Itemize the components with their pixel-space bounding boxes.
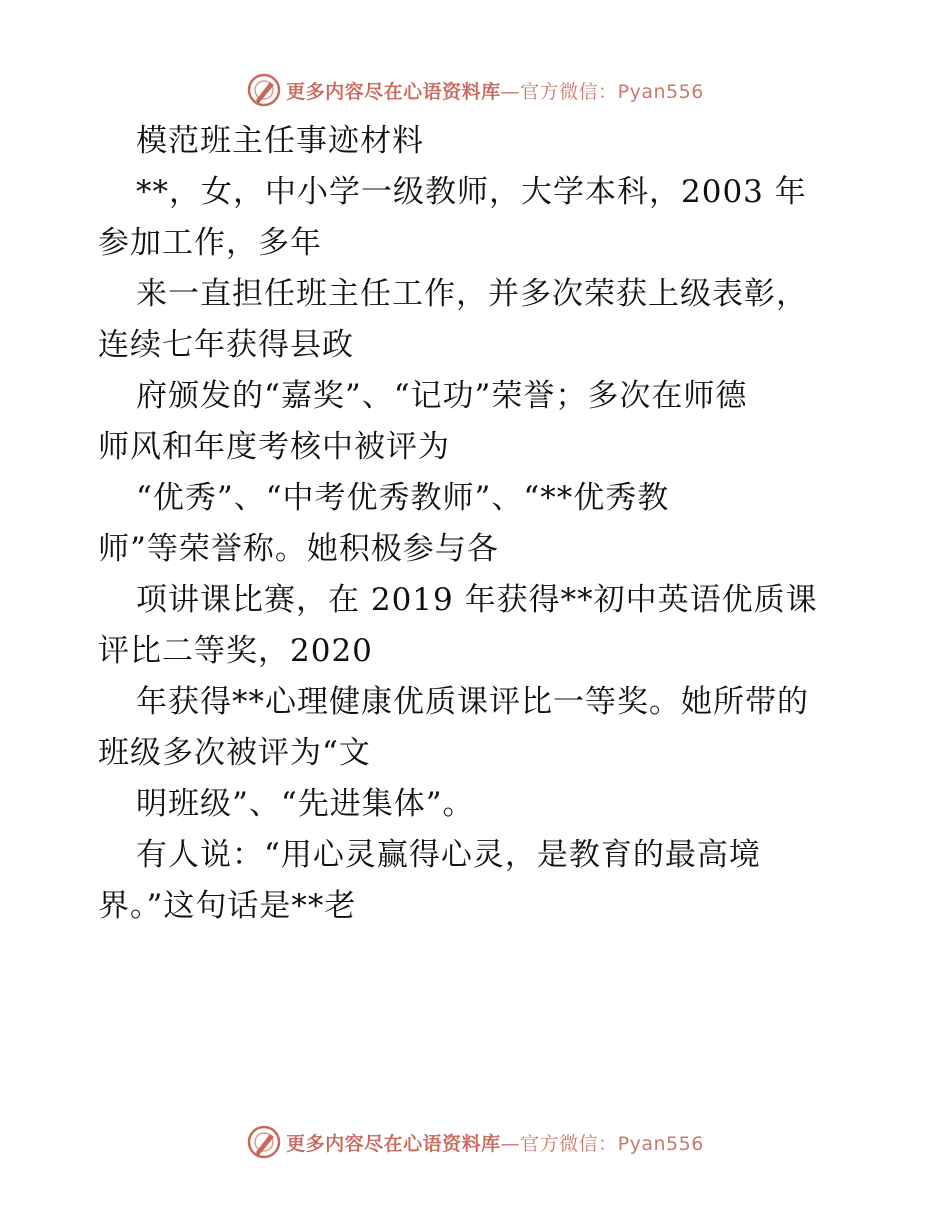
paragraph-line: 参加工作，多年 [98, 225, 322, 261]
banner-main-text: 更多内容尽在心语资料库 [286, 80, 501, 103]
banner-main-text: 更多内容尽在心语资料库 [286, 1132, 501, 1155]
paragraph-line: 班级多次被评为“文 [98, 735, 371, 771]
paragraph-line: 连续七年获得县政 [98, 327, 354, 363]
paragraph-line: **，女，中小学一级教师，大学本科，2003 年 [136, 174, 807, 210]
banner-sub-text: —官方微信：Pyan556 [500, 80, 704, 103]
paragraph-line: 明班级”、“先进集体”。 [136, 786, 475, 822]
pen-logo-icon [246, 72, 282, 108]
paragraph-line: 府颁发的“嘉奖”、“记功”荣誉；多次在师德 [136, 378, 748, 414]
document-title: 模范班主任事迹材料 [136, 123, 424, 159]
paragraph-line: 评比二等奖，2020 [98, 633, 373, 669]
header-banner [0, 72, 950, 108]
banner-sub-text: —官方微信：Pyan556 [500, 1132, 704, 1155]
paragraph-line: “优秀”、“中考优秀教师”、“**优秀教 [136, 480, 670, 516]
pen-logo-icon [246, 1124, 282, 1160]
paragraph-line: 年获得**心理健康优质课评比一等奖。她所带的 [136, 684, 809, 720]
paragraph-line: 有人说：“用心灵赢得心灵，是教育的最高境 [136, 837, 761, 873]
paragraph-line: 界。”这句话是**老 [98, 888, 357, 924]
document-body [98, 122, 858, 926]
paragraph-line: 师风和年度考核中被评为 [98, 429, 450, 465]
footer-banner [0, 1124, 950, 1160]
paragraph-line: 来一直担任班主任工作，并多次荣获上级表彰， [136, 276, 808, 312]
paragraph-line: 师”等荣誉称。她积极参与各 [98, 531, 499, 567]
paragraph-line: 项讲课比赛，在 2019 年获得**初中英语优质课 [136, 582, 818, 618]
